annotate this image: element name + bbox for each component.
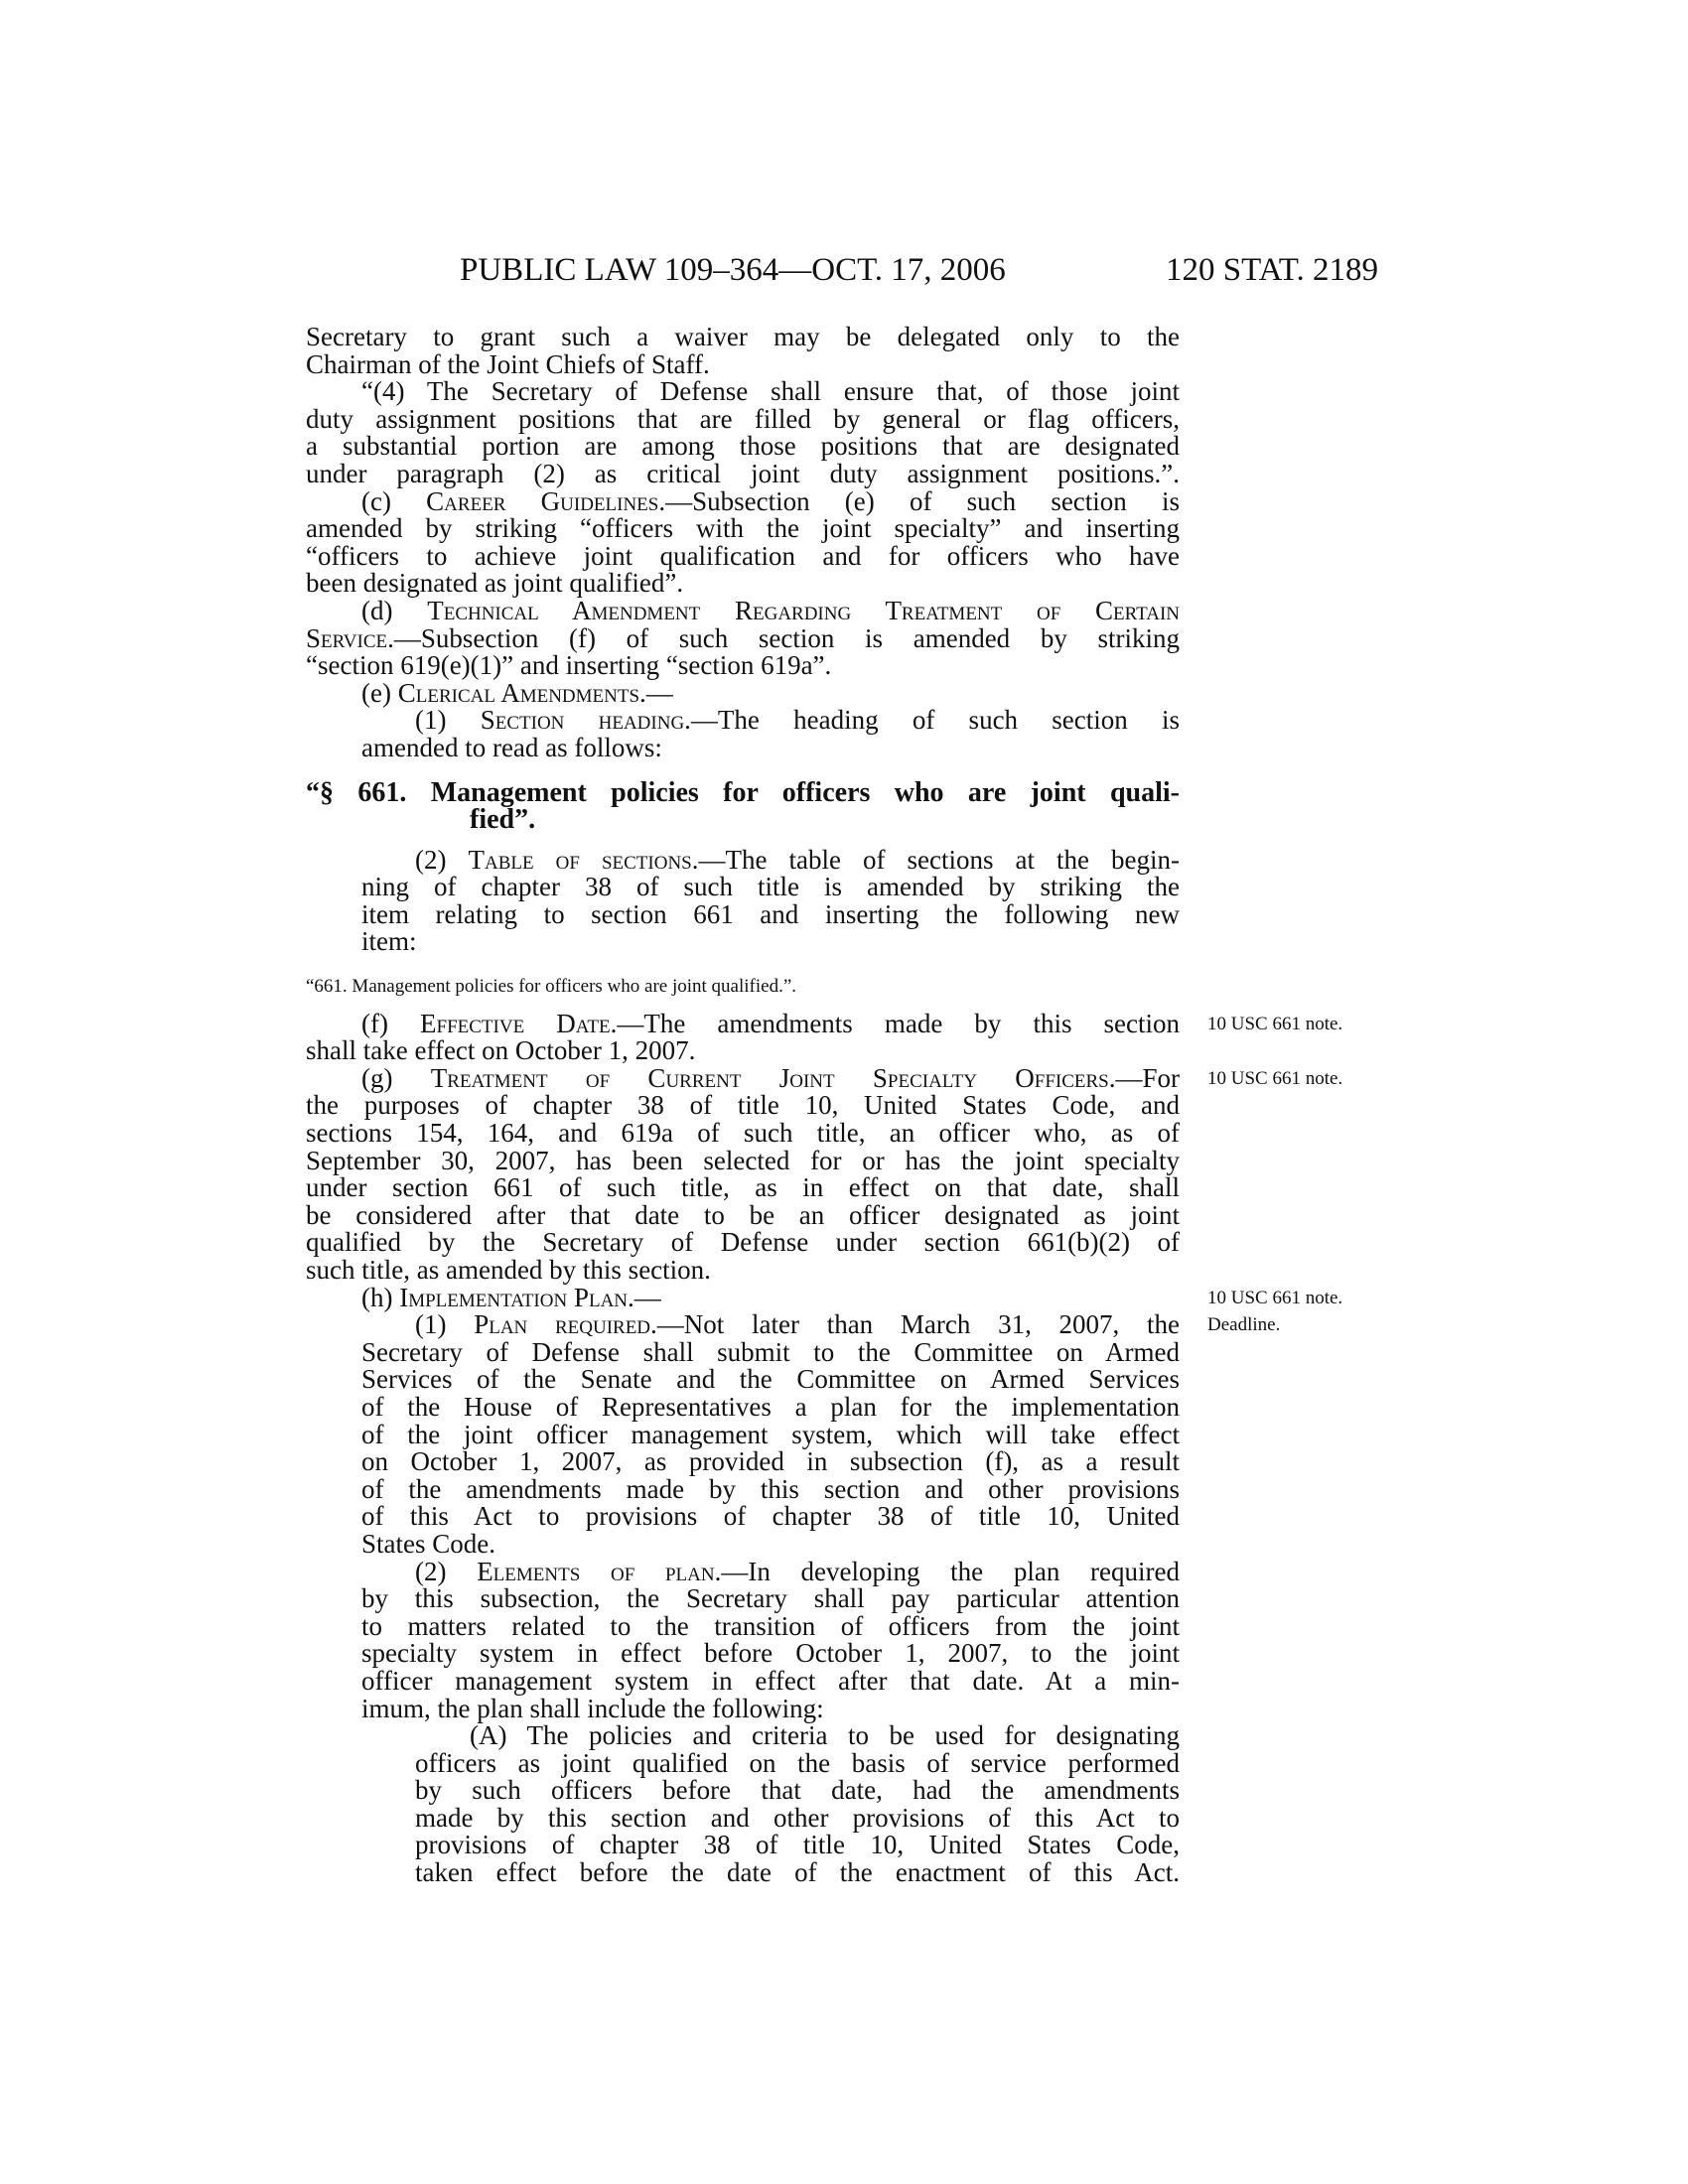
text-line (306, 874, 1180, 901)
line-text: amended by striking “officers with the joint specialty” and inserting (306, 513, 1180, 544)
line-text: Services of the Senate and the Committee on Armed Services (361, 1364, 1180, 1395)
line-text: “661. Management policies for officers who are joint qualified.”. (306, 976, 797, 998)
line-text: fied”. (470, 804, 536, 836)
text-line (306, 595, 1180, 625)
text-line (306, 677, 1180, 708)
line-text: “officers to achieve joint qualification and for officers who have (306, 540, 1180, 571)
line-text: to matters related to the transition of officers from the joint (361, 1610, 1180, 1641)
line-prefix: (c) (361, 485, 427, 516)
line-text: sections 154, 164, and 619a of such title, an officer who, as of (306, 1118, 1180, 1149)
small-caps-heading: Treatment of Current Joint Specialty Officers (430, 1062, 1109, 1093)
line-text: under section 661 of such title, as in effect on that date, shall (306, 1172, 1180, 1203)
line-text: .—For (1108, 1062, 1181, 1093)
line-text: .— (628, 1282, 661, 1312)
text-line (306, 1145, 1180, 1175)
line-text: of the House of Representatives a plan for the implementation (361, 1391, 1180, 1422)
line-prefix: (d) (361, 595, 428, 625)
line-text: officer management system in effect after that date. At a min- (361, 1665, 1180, 1696)
text-line (306, 1528, 1180, 1559)
text-line (306, 378, 1180, 406)
text-line (306, 1282, 1343, 1312)
text-line (306, 324, 1180, 351)
text-line (306, 732, 1180, 762)
text-line (306, 1585, 1180, 1613)
text-line (306, 1859, 1180, 1887)
text-line (306, 458, 1180, 488)
small-caps-heading: Table of sections (468, 844, 692, 875)
text-line (306, 1120, 1180, 1148)
text-line (306, 1693, 1180, 1723)
text-line (306, 1503, 1180, 1531)
line-text: the purposes of chapter 38 of title 10, United States Code, and (306, 1090, 1180, 1121)
text-line (306, 515, 1180, 543)
text-line (306, 1665, 1180, 1696)
line-text: .—The heading of such section is (684, 705, 1180, 736)
text-line (306, 1336, 1180, 1367)
text-line (306, 928, 1180, 956)
line-text: provisions of chapter 38 of title 10, United States Code, (415, 1830, 1180, 1860)
text-line (306, 1556, 1180, 1586)
text-line (306, 348, 1180, 379)
text-line (306, 1092, 1180, 1120)
text-line (306, 806, 1180, 834)
line-text: .—In developing the plan required (714, 1556, 1180, 1586)
line-text: qualified by the Secretary of Defense under section 661(b)(2) of (306, 1227, 1180, 1258)
line-prefix: (f) (361, 1008, 421, 1038)
text-line (306, 1229, 1180, 1257)
small-caps-heading: Plan required (474, 1309, 651, 1340)
line-text: “(4) The Secretary of Defense shall ensure that, of those joint (361, 376, 1180, 407)
text-line (306, 844, 1181, 875)
text-block-amendments (306, 324, 1180, 762)
text-line (306, 1777, 1180, 1805)
line-text: of the joint officer management system, which will take effect (361, 1419, 1180, 1449)
line-text: Secretary to grant such a waiver may be delegated only to the (306, 322, 1180, 351)
text-line (306, 1062, 1343, 1093)
small-caps-heading: Effective Date (420, 1008, 611, 1038)
line-text: “§ 661. Management policies for officers who are joint quali- (306, 776, 1180, 808)
text-line (306, 1257, 1180, 1285)
statute-text (306, 322, 1343, 1888)
small-caps-heading: Clerical Amendments (397, 677, 640, 708)
line-text: specialty system in effect before October 1, 2007, to the joint (361, 1638, 1180, 1669)
text-line (306, 570, 1180, 598)
text-line (306, 973, 1180, 1001)
line-text: ning of chapter 38 of such title is amended by striking the (361, 872, 1180, 902)
text-line (306, 1309, 1281, 1340)
line-text: .—Not later than March 31, 2007, the (650, 1309, 1180, 1340)
text-line (306, 707, 1180, 735)
text-line (306, 1037, 1180, 1065)
line-text: September 30, 2007, has been selected for or has the joint specialty (306, 1145, 1180, 1175)
text-line (306, 485, 1180, 516)
text-line (306, 1640, 1180, 1668)
line-text: officers as joint qualified on the basis of service performed (415, 1747, 1180, 1778)
text-block-table-of-sections (306, 844, 1181, 957)
text-line (306, 1747, 1180, 1778)
small-caps-heading: Technical Amendment Regarding Treatment of Certain (427, 595, 1180, 625)
line-text: a substantial portion are among those positions that are designated (306, 431, 1180, 462)
line-text: of the amendments made by this section and other provisions (361, 1473, 1180, 1504)
margin-note: 10 USC 661 note. (1207, 1287, 1343, 1308)
small-caps-heading: Career Guidelines (426, 485, 659, 516)
line-prefix: (1) (415, 1309, 475, 1340)
text-line (306, 776, 1180, 808)
line-text: such title, as amended by this section. (306, 1255, 711, 1285)
line-text: States Code. (361, 1528, 495, 1559)
text-line (306, 1199, 1180, 1230)
line-text: .—The table of sections at the begin- (691, 844, 1181, 875)
line-text: .—The amendments made by this section (610, 1008, 1180, 1038)
text-block-effective-date-and-plan (306, 1008, 1343, 1888)
line-text: by this subsection, the Secretary shall pay particular attention (361, 1583, 1180, 1614)
line-text: of this Act to provisions of chapter 38 of title 10, United (361, 1501, 1180, 1532)
line-text: (A) The policies and criteria to be used for designating (470, 1720, 1180, 1751)
small-caps-heading: Elements of plan (477, 1556, 715, 1586)
line-text: by such officers before that date, had the amendments (415, 1775, 1180, 1806)
text-line (306, 540, 1180, 571)
line-text: Secretary of Defense shall submit to the Committee on Armed (361, 1336, 1180, 1367)
line-text: amended to read as follows: (361, 732, 662, 762)
text-line (306, 1419, 1180, 1449)
small-caps-heading: Implementation Plan (399, 1282, 629, 1312)
line-text: made by this section and other provisions of this Act to (415, 1802, 1180, 1833)
line-text: item: (361, 926, 417, 957)
line-prefix: (2) (415, 1556, 478, 1586)
line-text: on October 1, 2007, as provided in subsection (f), as a result (361, 1446, 1180, 1477)
running-header-title: PUBLIC LAW 109–364—OCT. 17, 2006 (460, 252, 1006, 288)
line-text: .—Subsection (f) of such section is amended by striking (387, 622, 1180, 653)
page-number: 120 STAT. 2189 (1165, 252, 1378, 288)
text-line (306, 1610, 1180, 1641)
line-prefix: (g) (361, 1062, 431, 1093)
line-text: under paragraph (2) as critical joint duty assignment positions.”. (306, 458, 1180, 488)
line-text: taken effect before the date of the enactment of this Act. (415, 1857, 1180, 1888)
text-line (306, 1008, 1343, 1038)
text-line (306, 1174, 1180, 1202)
line-text: “section 619(e)(1)” and inserting “section 619a”. (306, 650, 832, 681)
text-line (306, 1473, 1180, 1504)
line-text: imum, the plan shall include the following: (361, 1693, 824, 1723)
text-line (306, 1802, 1180, 1833)
text-line (306, 898, 1180, 929)
line-text: Chairman of the Joint Chiefs of Staff. (306, 348, 710, 379)
line-text: .— (639, 677, 673, 708)
text-line (306, 622, 1180, 653)
line-text: shall take effect on October 1, 2007. (306, 1035, 696, 1066)
text-line (306, 403, 1180, 434)
text-line (306, 1366, 1180, 1394)
line-text: item relating to section 661 and inserting the following new (361, 898, 1180, 929)
margin-note: 10 USC 661 note. (1207, 1013, 1343, 1034)
line-text: .—Subsection (e) of such section is (658, 485, 1180, 516)
small-caps-heading: Service (306, 622, 388, 653)
section-heading (306, 776, 1180, 836)
line-text: be considered after that date to be an officer designated as joint (306, 1199, 1180, 1230)
margin-note: 10 USC 661 note. (1207, 1067, 1343, 1089)
text-line (306, 1722, 1180, 1750)
margin-note: Deadline. (1207, 1314, 1281, 1336)
text-line (306, 433, 1180, 461)
line-prefix: (h) (361, 1282, 400, 1312)
text-line (306, 1391, 1180, 1422)
small-caps-heading: Section heading (480, 705, 685, 736)
text-line (306, 652, 1180, 680)
line-prefix: (2) (415, 844, 469, 875)
text-line (306, 1832, 1180, 1859)
table-of-sections-item (306, 973, 1180, 1001)
line-text: been designated as joint qualified”. (306, 568, 684, 599)
line-prefix: (e) (361, 677, 398, 708)
line-text: duty assignment positions that are filled by general or flag officers, (306, 403, 1180, 434)
line-prefix: (1) (415, 705, 481, 736)
text-line (306, 1448, 1180, 1476)
